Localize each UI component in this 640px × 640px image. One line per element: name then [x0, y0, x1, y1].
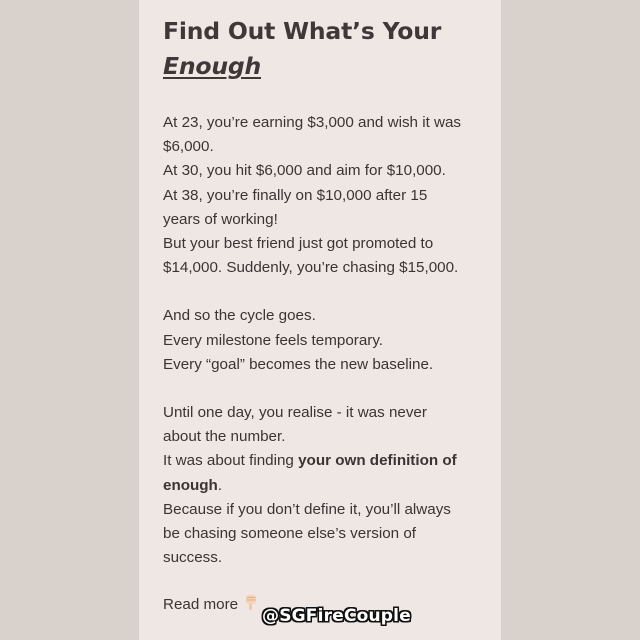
text-line: be chasing someone else’s version of [163, 525, 416, 543]
text-line: success. [163, 549, 223, 567]
text-line: And so the cycle goes. [163, 307, 316, 325]
text-line: years of working! [163, 210, 278, 228]
text-line: Until one day, you realise - it was never [163, 404, 427, 422]
pointing-down-hand-icon [244, 593, 258, 611]
text-line: Because if you don’t define it, you’ll always [163, 500, 451, 518]
text-line [163, 449, 477, 473]
paragraph-2 [163, 304, 477, 377]
text-line: At 30, you hit $6,000 and aim for $10,000. [163, 162, 446, 180]
text-line: At 23, you’re earning $3,000 and wish it was [163, 114, 462, 131]
text-line: But your best friend just got promoted to [163, 235, 434, 253]
bold-text-segment: your own definition of [298, 452, 457, 470]
post-title [163, 14, 477, 84]
text-segment: . [217, 476, 223, 494]
watermark-handle: @SGFireCouple [262, 606, 411, 626]
text-line: $6,000. [163, 138, 214, 156]
text-line: Every milestone feels temporary. [163, 331, 384, 349]
text-segment: It was about finding [163, 452, 299, 470]
text-line: $14,000. Suddenly, you’re chasing $15,000. [163, 259, 459, 277]
paragraph-1 [163, 111, 477, 280]
bold-text-segment: enough [163, 476, 218, 494]
text-line: about the number. [163, 428, 286, 446]
title-line-1: Find Out What’s Your [163, 17, 442, 45]
text-line: Every “goal” becomes the new baseline. [163, 355, 434, 373]
text-line [163, 474, 477, 498]
text-line: At 38, you’re finally on $10,000 after 15 [163, 186, 428, 204]
read-more-link[interactable] [163, 594, 258, 616]
read-more-label: Read more [163, 596, 239, 613]
title-line-2: Enough [163, 52, 262, 80]
post-card [139, 0, 501, 640]
post-body [163, 111, 477, 570]
paragraph-3 [163, 401, 477, 570]
